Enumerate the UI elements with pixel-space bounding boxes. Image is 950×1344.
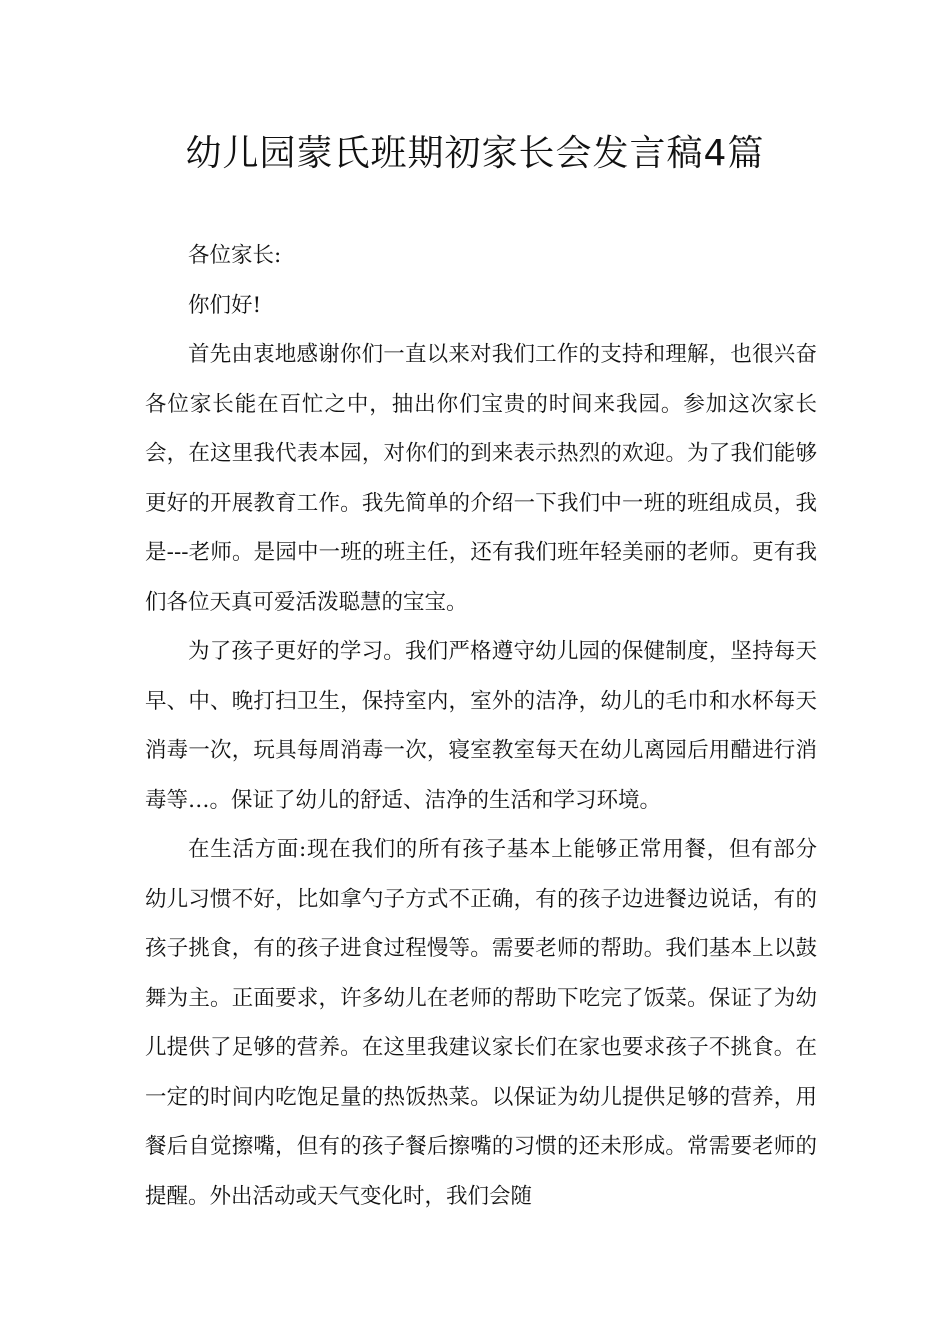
- document-title: 幼儿园蒙氏班期初家长会发言稿4篇: [185, 133, 765, 174]
- paragraph-salutation: 各位家长:: [188, 243, 282, 268]
- paragraph-greeting: 你们好!: [188, 292, 262, 318]
- document-body: [145, 231, 817, 1221]
- paragraph-hygiene: 为了孩子更好的学习。我们严格遵守幼儿园的保健制度，坚持每天早、中、晚打扫卫生，保持室内，室外的洁净，幼儿的毛巾和水杯每天消毒一次，玩具每周消毒一次，寝室教室每天在幼儿离园后用醋进行消毒等…。保证了幼儿的舒适、洁净的生活和学习环境。: [145, 639, 817, 813]
- paragraph-daily-life: 在生活方面:现在我们的所有孩子基本上能够正常用餐，但有部分幼儿习惯不好，比如拿勺子方式不正确，有的孩子边进餐边说话，有的孩子挑食，有的孩子进食过程慢等。需要老师的帮助。我们基本上以鼓舞为主。正面要求，许多幼儿在老师的帮助下吃完了饭菜。保证了为幼儿提供了足够的营养。在这里我建议家长们在家也要求孩子不挑食。在一定的时间内吃饱足量的热饭热菜。以保证为幼儿提供足够的营养，用餐后自觉擦嘴，但有的孩子餐后擦嘴的习惯的还未形成。常需要老师的提醒。外出活动或天气变化时，我们会随: [145, 837, 817, 1209]
- paragraph-introduction: 首先由衷地感谢你们一直以来对我们工作的支持和理解，也很兴奋各位家长能在百忙之中，抽出你们宝贵的时间来我园。参加这次家长会，在这里我代表本园，对你们的到来表示热烈的欢迎。为了我们能够更好的开展教育工作。我先简单的介绍一下我们中一班的班组成员，我是---老师。是园中一班的班主任，还有我们班年轻美丽的老师。更有我们各位天真可爱活泼聪慧的宝宝。: [145, 342, 817, 615]
